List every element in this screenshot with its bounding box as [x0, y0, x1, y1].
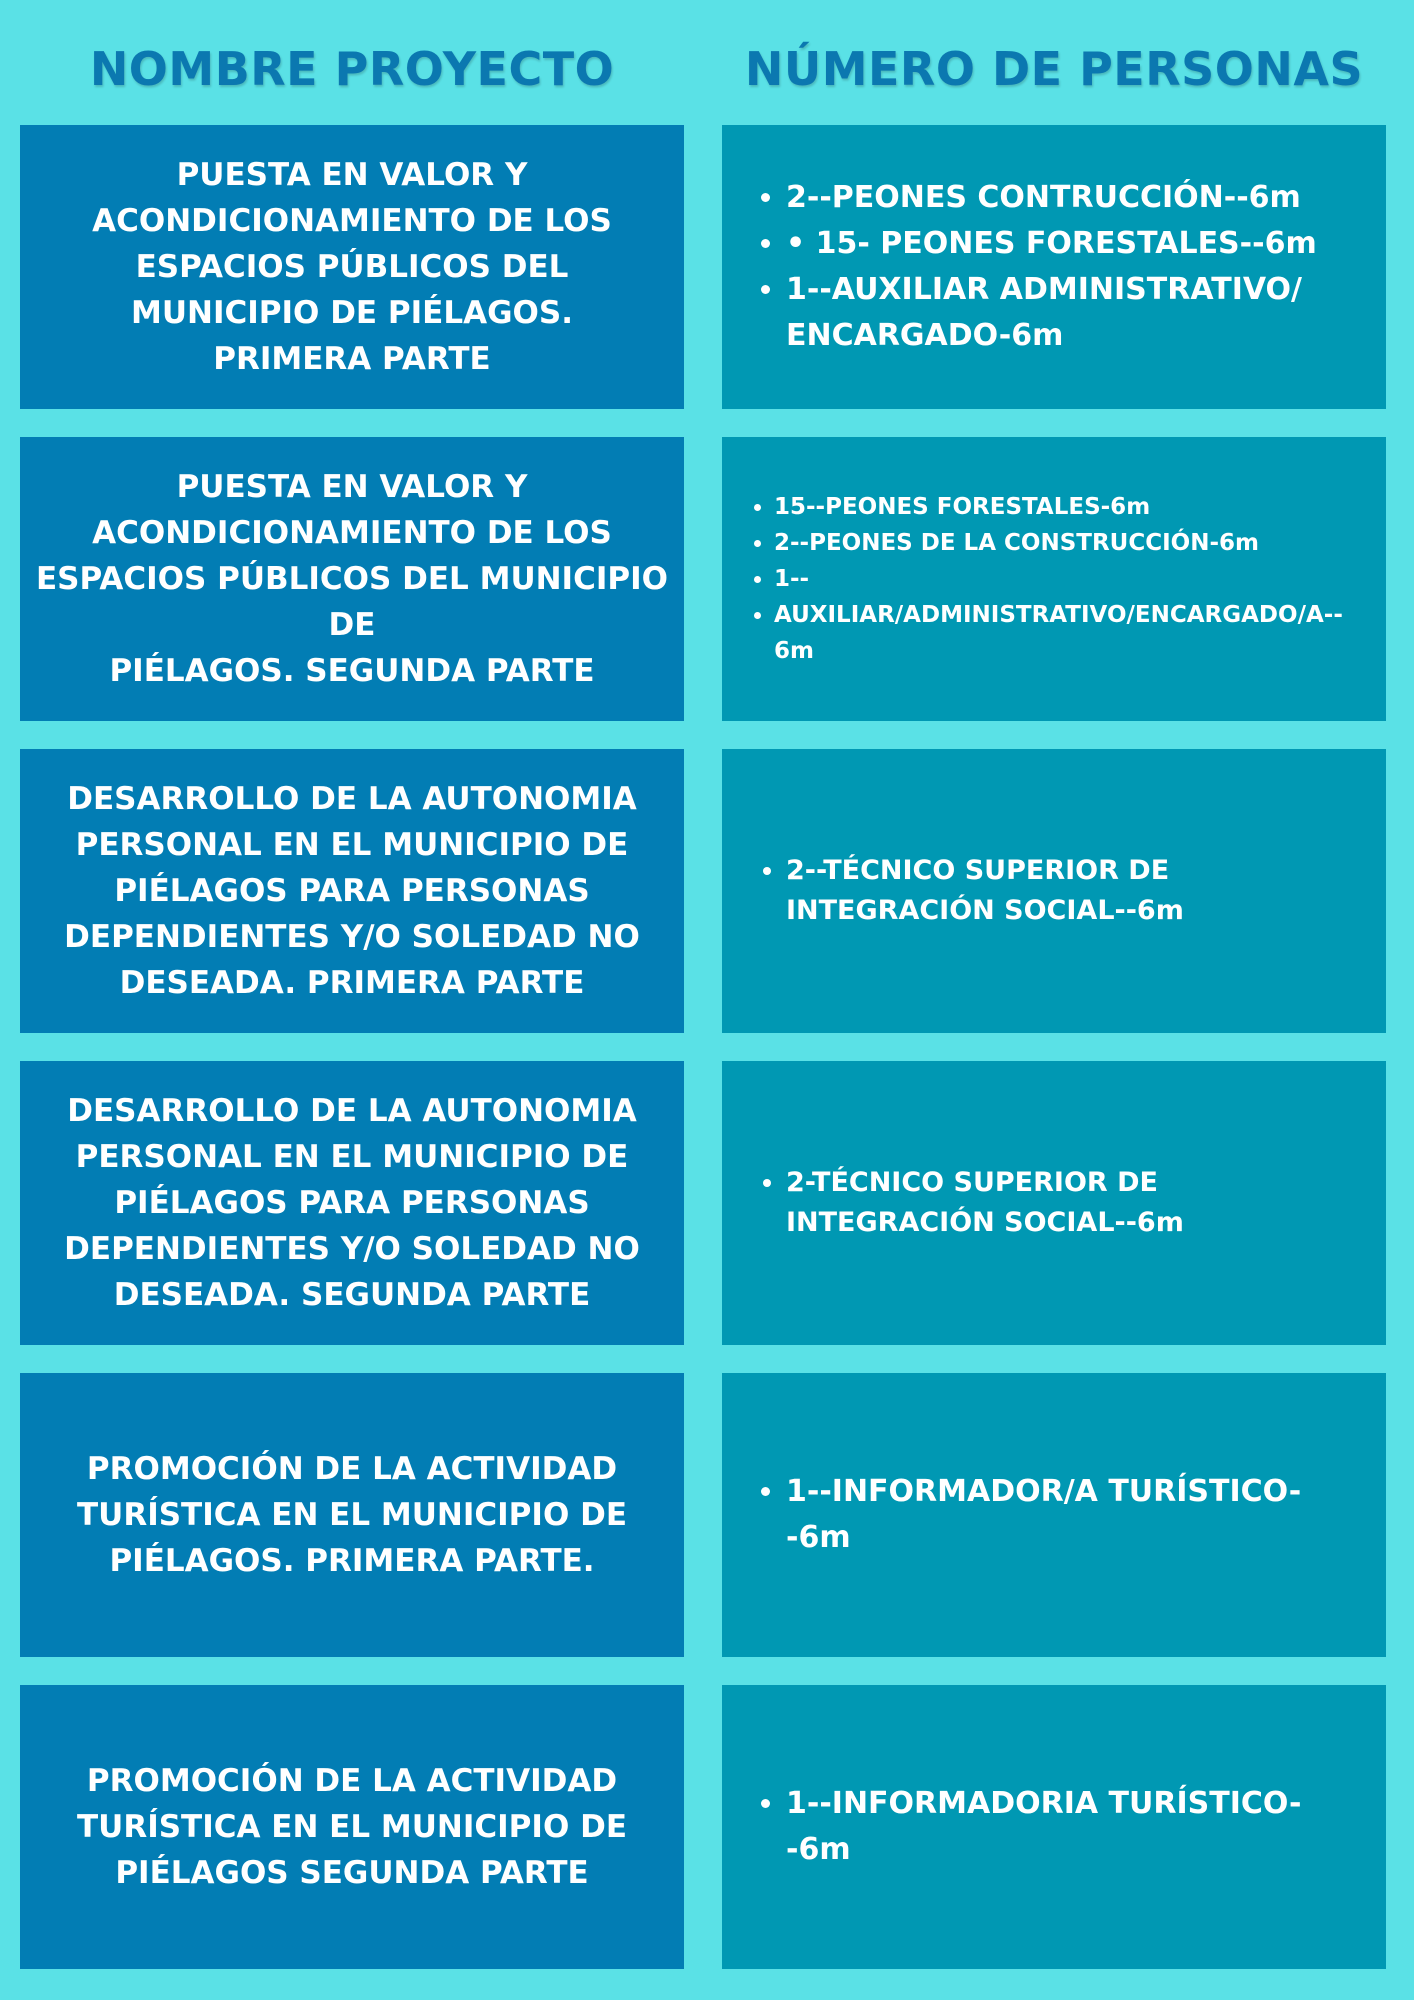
project-row	[20, 125, 1386, 409]
people-list	[742, 1163, 1358, 1243]
project-name-cell	[20, 749, 684, 1033]
project-name-line: PERSONAL EN EL MUNICIPIO DE	[75, 1139, 629, 1175]
project-name-line: PIÉLAGOS PARA PERSONAS	[114, 873, 590, 909]
project-name-line: PRIMERA PARTE	[213, 341, 491, 377]
people-list-item: • 1--INFORMADORIA TURÍSTICO--6m	[786, 1781, 1358, 1873]
people-list-item: • 2--PEONES CONTRUCCIÓN--6m	[786, 175, 1358, 221]
project-name-line: DEPENDIENTES Y/O SOLEDAD NO	[64, 919, 640, 955]
people-list	[742, 175, 1358, 359]
people-list-item: • 1--	[774, 561, 1358, 597]
project-name-line: PIÉLAGOS SEGUNDA PARTE	[115, 1855, 589, 1891]
header-nombre-proyecto: NOMBRE PROYECTO	[89, 42, 615, 96]
project-name-line: PUESTA EN VALOR Y	[176, 157, 528, 193]
project-row	[20, 1685, 1386, 1969]
project-row	[20, 1061, 1386, 1345]
project-name-line: PROMOCIÓN DE LA ACTIVIDAD	[86, 1763, 618, 1799]
people-list	[742, 1469, 1358, 1561]
project-name-line: PROMOCIÓN DE LA ACTIVIDAD	[86, 1451, 618, 1487]
project-name-line: DESARROLLO DE LA AUTONOMIA	[67, 781, 637, 817]
project-row	[20, 1373, 1386, 1657]
project-name-line: PIÉLAGOS. SEGUNDA PARTE	[109, 653, 595, 689]
people-cell	[722, 437, 1386, 721]
people-cell	[722, 1061, 1386, 1345]
people-list-item: • • 15- PEONES FORESTALES--6m	[786, 221, 1358, 267]
project-name-cell	[20, 1685, 684, 1969]
project-name-line: ACONDICIONAMIENTO DE LOS	[92, 515, 612, 551]
project-name-line: PIÉLAGOS. PRIMERA PARTE.	[109, 1543, 595, 1579]
project-name-line: PIÉLAGOS PARA PERSONAS	[114, 1185, 590, 1221]
project-name-line: TURÍSTICA EN EL MUNICIPIO DE	[77, 1497, 627, 1533]
people-list-item: • AUXILIAR/ADMINISTRATIVO/ENCARGADO/A--6m	[774, 597, 1358, 669]
people-list	[742, 1781, 1358, 1873]
people-cell	[722, 1373, 1386, 1657]
project-row	[20, 749, 1386, 1033]
people-list-item: • 2--PEONES DE LA CONSTRUCCIÓN-6m	[774, 525, 1358, 561]
project-name-line: TURÍSTICA EN EL MUNICIPIO DE	[77, 1809, 627, 1845]
project-name-line: DESEADA. PRIMERA PARTE	[119, 965, 585, 1001]
project-name-line: DESEADA. SEGUNDA PARTE	[113, 1277, 591, 1313]
project-name-line: ESPACIOS PÚBLICOS DEL	[135, 249, 569, 285]
project-name-line: ESPACIOS PÚBLICOS DEL MUNICIPIO DE	[35, 561, 668, 643]
people-list-item: • 15--PEONES FORESTALES-6m	[774, 489, 1358, 525]
project-name-line: ACONDICIONAMIENTO DE LOS	[92, 203, 612, 239]
people-cell	[722, 749, 1386, 1033]
header-numero-de-personas: NÚMERO DE PERSONAS	[744, 42, 1364, 96]
project-name-line: PERSONAL EN EL MUNICIPIO DE	[75, 827, 629, 863]
project-name-cell	[20, 1373, 684, 1657]
project-name-cell	[20, 437, 684, 721]
project-row	[20, 437, 1386, 721]
people-list	[742, 489, 1358, 669]
people-list-item: • 2-TÉCNICO SUPERIOR DE INTEGRACIÓN SOCIAL--6m	[786, 1163, 1358, 1243]
people-cell	[722, 125, 1386, 409]
project-name-cell	[20, 1061, 684, 1345]
project-name-line: MUNICIPIO DE PIÉLAGOS.	[131, 295, 573, 331]
people-list-item: • 1--AUXILIAR ADMINISTRATIVO/ ENCARGADO-6m	[786, 267, 1358, 359]
project-name-line: PUESTA EN VALOR Y	[176, 469, 528, 505]
people-list-item: • 1--INFORMADOR/A TURÍSTICO--6m	[786, 1469, 1358, 1561]
project-name-line: DEPENDIENTES Y/O SOLEDAD NO	[64, 1231, 640, 1267]
people-cell	[722, 1685, 1386, 1969]
project-name-line: DESARROLLO DE LA AUTONOMIA	[67, 1093, 637, 1129]
people-list-item: • 2--TÉCNICO SUPERIOR DE INTEGRACIÓN SOCIAL--6m	[786, 851, 1358, 931]
project-name-cell	[20, 125, 684, 409]
people-list	[742, 851, 1358, 931]
